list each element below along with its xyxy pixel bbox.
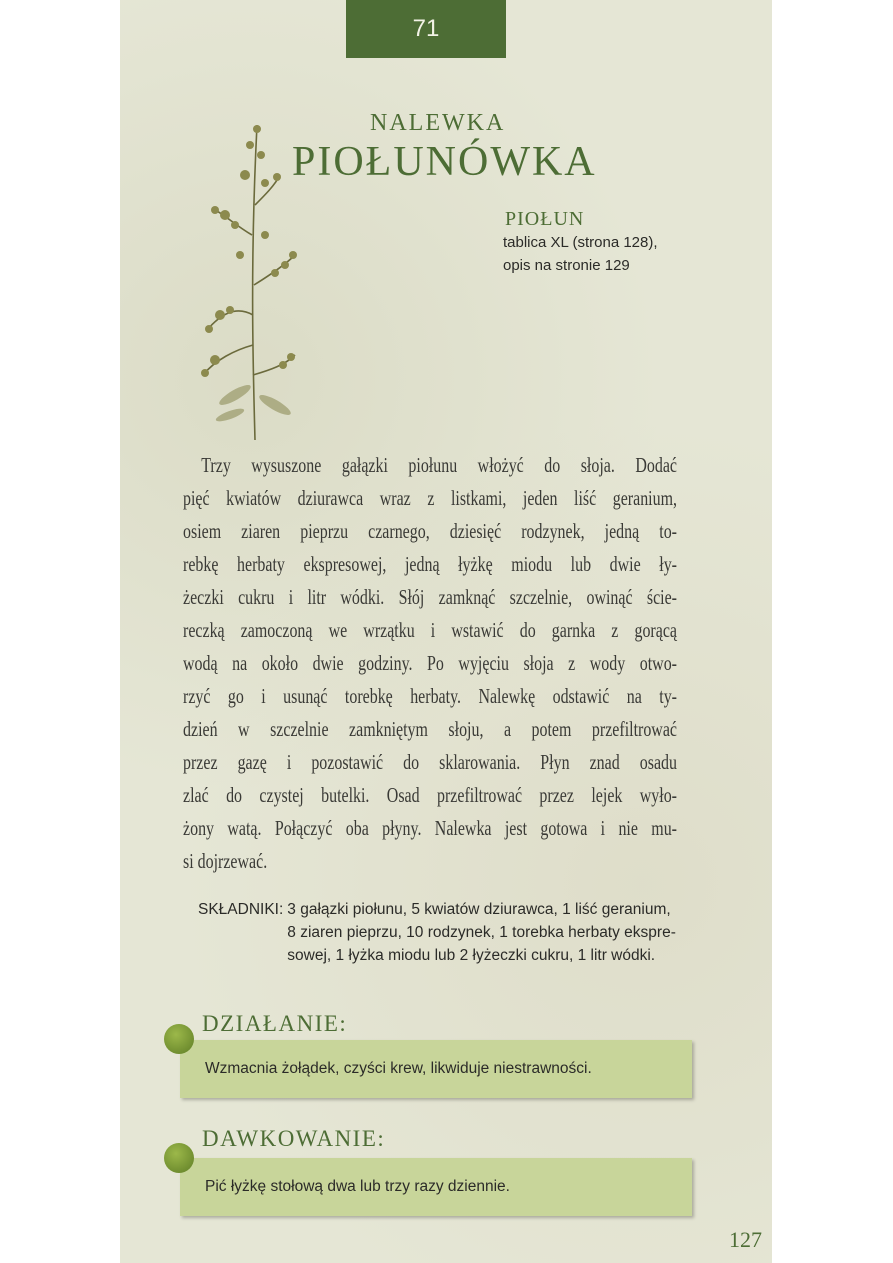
ingredients-line: 8 ziaren pieprzu, 10 rodzynek, 1 torebka herbaty ekspre- — [287, 924, 676, 941]
dosage-heading: DAWKOWANIE: — [202, 1126, 386, 1151]
ingredients-line: 3 gałązki piołunu, 5 kwiatów dziurawca, 1 liść geranium, — [287, 901, 671, 918]
body-line: si dojrzewać. — [183, 849, 268, 873]
bullet-dot-icon — [164, 1143, 194, 1173]
page-number: 127 — [729, 1227, 762, 1252]
body-line: żeczki cukru i litr wódki. Słój zamknąć szczelnie, owinąć ście- — [183, 585, 677, 609]
body-line: wodą na około dwie godziny. Po wyjęciu słoja z wody otwo- — [183, 651, 677, 675]
body-line: przez gazę i pozostawić do sklarowania. Płyn znad osadu — [183, 750, 677, 774]
body-line: pięć kwiatów dziurawca wraz z listkami, jeden liść geranium, — [183, 486, 677, 510]
body-line: dzień w szczelnie zamkniętym słoju, a potem przefiltrować — [183, 717, 677, 741]
ingredients-label: SKŁADNIKI: — [198, 901, 284, 918]
body-line: zlać do czystej butelki. Osad przefiltrować przez lejek wyło- — [183, 783, 677, 807]
dosage-box: Pić łyżkę stołową dwa lub trzy razy dziennie. — [180, 1158, 692, 1216]
bullet-dot-icon — [164, 1024, 194, 1054]
ingredients-line: sowej, 1 łyżka miodu lub 2 łyżeczki cukru, 1 litr wódki. — [287, 947, 656, 964]
ingredients — [198, 898, 676, 967]
recipe-title: PIOŁUNÓWKA — [292, 139, 597, 185]
body-line: rzyć go i usunąć torebkę herbaty. Nalewkę odstawić na ty- — [183, 684, 677, 708]
action-heading: DZIAŁANIE: — [202, 1011, 348, 1036]
body-line: żony watą. Połączyć oba płyny. Nalewka jest gotowa i nie mu- — [183, 816, 677, 840]
body-line: osiem ziaren pieprzu czarnego, dziesięć rodzynek, jedną to- — [183, 519, 677, 543]
plant-reference — [503, 231, 658, 277]
body-line: Trzy wysuszone gałązki piołunu włożyć do słoja. Dodać — [201, 453, 678, 477]
body-line: rebkę herbaty ekspresowej, jedną łyżkę miodu lub dwie ły- — [183, 552, 677, 576]
wormwood-illustration-icon — [195, 115, 305, 445]
action-box: Wzmacnia żołądek, czyści krew, likwiduje niestrawności. — [180, 1040, 692, 1098]
plant-reference-line: opis na stronie 129 — [503, 257, 630, 274]
recipe-body — [183, 449, 677, 878]
chapter-number-badge: 71 — [346, 0, 506, 58]
plant-name: PIOŁUN — [505, 208, 585, 230]
recipe-kicker: NALEWKA — [370, 110, 506, 136]
plant-reference-line: tablica XL (strona 128), — [503, 234, 658, 251]
body-line: reczką zamoczoną we wrzątku i wstawić do garnka z gorącą — [183, 618, 677, 642]
